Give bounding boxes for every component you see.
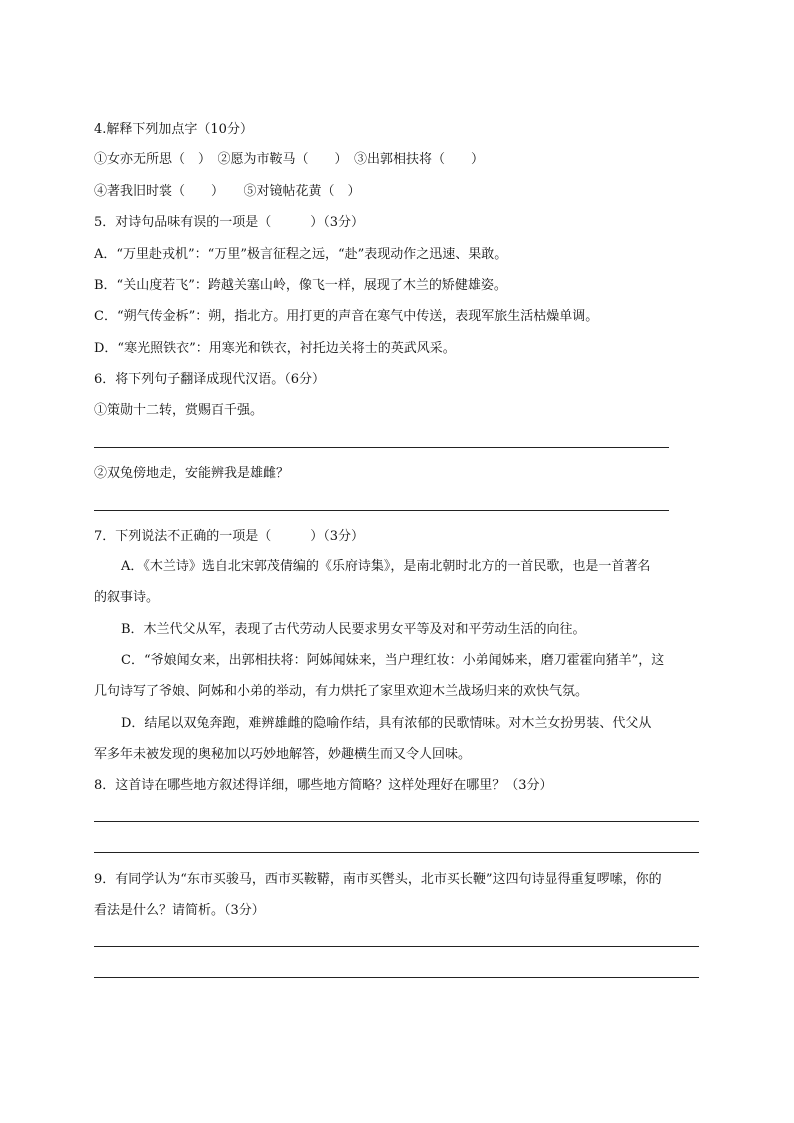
question-7-option-c-line-2: 几句诗写了爷娘、阿姊和小弟的举动，有力烘托了家里欢迎木兰战场归来的欢快气氛。 [94, 684, 589, 699]
question-7-option-d-line-2: 军多年未被发现的奥秘加以巧妙地解答，妙趣横生而又令人回味。 [94, 747, 472, 762]
question-4-row-1: ①女亦无所思（ ） ②愿为市鞍马（ ） ③出郭相扶将（ ） [94, 152, 485, 167]
question-9-line-1: 9．有同学认为“东市买骏马，西市买鞍鞯，南市买辔头，北市买长鞭”这四句诗显得重复啰嗦，你的 [94, 872, 662, 887]
answer-line [94, 977, 699, 978]
question-8-title: 8．这首诗在哪些地方叙述得详细，哪些地方简略？这样处理好在哪里？（3分） [94, 778, 553, 793]
answer-line [94, 852, 699, 853]
answer-line [94, 447, 669, 448]
question-4-row-2: ④著我旧时裳（ ） ⑤对镜帖花黄（ ） [94, 184, 361, 199]
question-7-option-c-line-1: C．“爷娘闻女来，出郭相扶将：阿姊闻妹来，当户理红妆：小弟闻姊来，磨刀霍霍向猪羊”，这 [121, 653, 665, 668]
question-5-option-c: C．“朔气传金柝”：朔，指北方。用打更的声音在寒气中传送，表现军旅生活枯燥单调。 [94, 309, 599, 324]
question-6-sentence-2: ②双兔傍地走，安能辨我是雄雌？ [94, 466, 290, 481]
question-6-title: 6．将下列句子翻译成现代汉语。（6分） [94, 372, 326, 387]
question-5-option-b: B．“关山度若飞”：跨越关塞山岭，像飞一样，展现了木兰的矫健雄姿。 [94, 278, 507, 293]
question-5-option-a: A．“万里赴戎机”：“万里”极言征程之远，“赴”表现动作之迅速、果敢。 [94, 247, 508, 262]
question-5-title: 5．对诗句品味有误的一项是（ ）（3分） [94, 215, 365, 230]
question-9-line-2: 看法是什么？请简析。（3分） [94, 903, 265, 918]
question-7-option-d-line-1: D．结尾以双兔奔跑，难辨雄雌的隐喻作结，具有浓郁的民歌情味。对木兰女扮男装、代父从 [121, 716, 652, 731]
question-4-title: 4.解释下列加点字（10分） [94, 122, 253, 137]
question-7-option-b: B．木兰代父从军，表现了古代劳动人民要求男女平等及对和平劳动生活的向往。 [121, 622, 586, 637]
question-7-title: 7．下列说法不正确的一项是（ ）（3分） [94, 529, 365, 544]
answer-line [94, 946, 699, 947]
question-7-option-a-line-1: A．《木兰诗》选自北宋郭茂倩编的《乐府诗集》，是南北朝时北方的一首民歌，也是一首著名 [121, 559, 651, 574]
answer-line [94, 821, 699, 822]
question-5-option-d: D．“寒光照铁衣”：用寒光和铁衣，衬托边关将士的英武风采。 [94, 341, 456, 356]
question-7-option-a-line-2: 的叙事诗。 [94, 590, 160, 605]
answer-line [94, 510, 669, 511]
question-6-sentence-1: ①策勋十二转，赏赐百千强。 [94, 403, 264, 418]
